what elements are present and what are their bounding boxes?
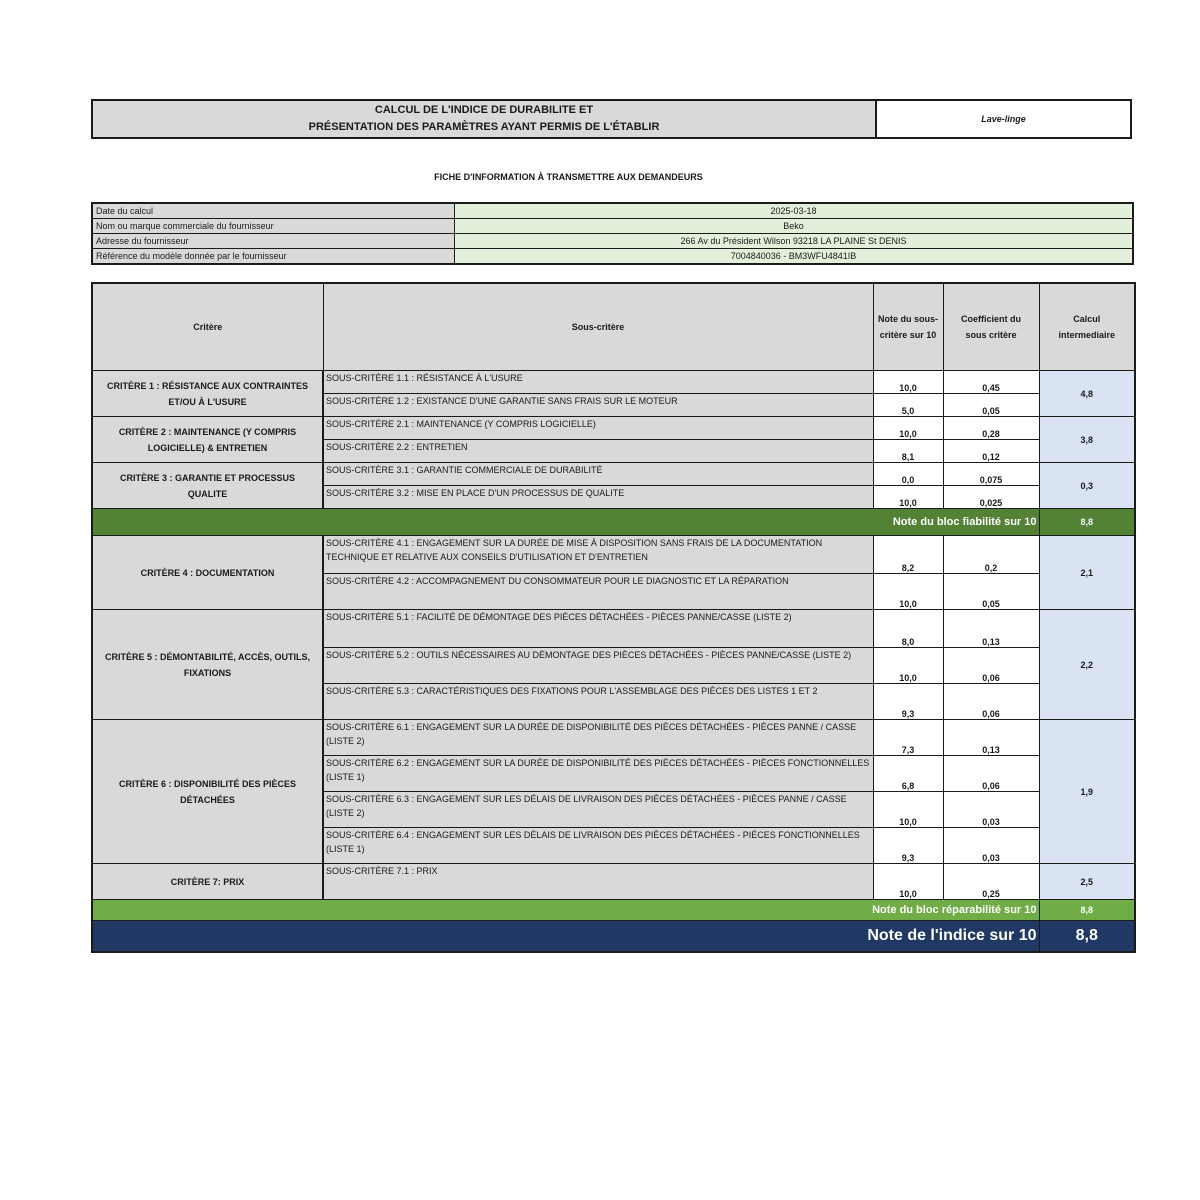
subcriterion-coefficient: 0,45 (943, 371, 1039, 394)
subcriterion-coefficient: 0,06 (943, 756, 1039, 792)
col-header-sous-critere: Sous-critère (323, 283, 873, 371)
subcriterion-note: 10,0 (873, 574, 943, 610)
subcriterion-note: 9,3 (873, 684, 943, 720)
subcriterion-note: 9,3 (873, 828, 943, 864)
indice-row (92, 921, 1135, 953)
subcriterion-coefficient: 0,12 (943, 440, 1039, 463)
subcriterion-coefficient: 0,03 (943, 828, 1039, 864)
subcriterion-label: SOUS-CRITÈRE 6.1 : ENGAGEMENT SUR LA DURÉE DE DISPONIBILITÉ DES PIÈCES DÉTACHÉES - PIÈCES PANNE / CASSE (LISTE 2) (323, 720, 873, 756)
subcriterion-note: 10,0 (873, 486, 943, 509)
subcriterion-note: 7,3 (873, 720, 943, 756)
product-type: Lave-linge (981, 114, 1026, 124)
subcriterion-label: SOUS-CRITÈRE 1.2 : EXISTANCE D'UNE GARANTIE SANS FRAIS SUR LE MOTEUR (323, 394, 873, 417)
document-header (91, 99, 1132, 139)
criterion-label: CRITÈRE 7: PRIX (92, 864, 323, 900)
subcriterion-label: SOUS-CRITÈRE 5.3 : CARACTÉRISTIQUES DES FIXATIONS POUR L'ASSEMBLAGE DES PIÈCES DES LISTES 1 ET 2 (323, 684, 873, 720)
subcriterion-note: 8,2 (873, 536, 943, 574)
document-title (93, 101, 877, 137)
subcriterion-label: SOUS-CRITÈRE 3.1 : GARANTIE COMMERCIALE DE DURABILITÉ (323, 463, 873, 486)
subcriterion-coefficient: 0,2 (943, 536, 1039, 574)
title-line-2: PRÉSENTATION DES PARAMÈTRES AYANT PERMIS DE L'ÉTABLIR (308, 121, 660, 133)
info-row (92, 219, 1133, 234)
subcriterion-coefficient: 0,13 (943, 720, 1039, 756)
table-row (92, 417, 1135, 440)
info-row (92, 249, 1133, 265)
criterion-label: CRITÈRE 6 : DISPONIBILITÉ DES PIÈCES DÉTACHÉES (92, 720, 323, 864)
bloc-reparabilite-label: Note du bloc réparabilité sur 10 (92, 900, 1039, 921)
col-header-note: Note du sous- critère sur 10 (873, 283, 943, 371)
subcriterion-label: SOUS-CRITÈRE 7.1 : PRIX (323, 864, 873, 900)
subcriterion-note: 10,0 (873, 417, 943, 440)
subcriterion-coefficient: 0,13 (943, 610, 1039, 648)
criterion-calc: 2,2 (1039, 610, 1135, 720)
subcriterion-label: SOUS-CRITÈRE 5.2 : OUTILS NÉCESSAIRES AU DÉMONTAGE DES PIÈCES DÉTACHÉES - PIÈCES PANNE/CASSE (LISTE 2) (323, 648, 873, 684)
subcriterion-note: 10,0 (873, 792, 943, 828)
criterion-calc: 0,3 (1039, 463, 1135, 509)
info-label: Adresse du fournisseur (92, 234, 455, 249)
table-row (92, 371, 1135, 394)
table-row (92, 536, 1135, 574)
bloc-reparabilite-row (92, 900, 1135, 921)
subcriterion-label: SOUS-CRITÈRE 3.2 : MISE EN PLACE D'UN PROCESSUS DE QUALITE (323, 486, 873, 509)
subcriterion-label: SOUS-CRITÈRE 4.1 : ENGAGEMENT SUR LA DURÉE DE MISE À DISPOSITION SANS FRAIS DE LA DOCUMENTATION TECHNIQUE ET RELATIVE AUX CONSEILS D'UTILISATION ET D'ENTRETIEN (323, 536, 873, 574)
subcriterion-coefficient: 0,05 (943, 574, 1039, 610)
subcriterion-note: 6,8 (873, 756, 943, 792)
subcriterion-coefficient: 0,03 (943, 792, 1039, 828)
table-row (92, 463, 1135, 486)
info-value: Beko (455, 219, 1134, 234)
table-row (92, 720, 1135, 756)
info-row (92, 234, 1133, 249)
criterion-calc: 4,8 (1039, 371, 1135, 417)
title-line-1: CALCUL DE L'INDICE DE DURABILITE ET (374, 104, 594, 116)
subcriterion-coefficient: 0,075 (943, 463, 1039, 486)
col-header-calcul: Calcul intermediaire (1039, 283, 1135, 371)
info-value: 7004840036 - BM3WFU4841IB (455, 249, 1134, 265)
subcriterion-label: SOUS-CRITÈRE 2.1 : MAINTENANCE (Y COMPRIS LOGICIELLE) (323, 417, 873, 440)
subcriterion-coefficient: 0,06 (943, 684, 1039, 720)
subcriterion-label: SOUS-CRITÈRE 5.1 : FACILITÉ DE DÉMONTAGE DES PIÈCES DÉTACHÉES - PIÈCES PANNE/CASSE (LISTE 2) (323, 610, 873, 648)
subcriterion-note: 0,0 (873, 463, 943, 486)
table-row (92, 864, 1135, 900)
col-header-critere: Critère (92, 283, 323, 371)
criterion-label: CRITÈRE 5 : DÉMONTABILITÉ, ACCÈS, OUTILS, FIXATIONS (92, 610, 323, 720)
bloc-fiabilite-label: Note du bloc fiabilité sur 10 (92, 509, 1039, 536)
subcriterion-note: 8,1 (873, 440, 943, 463)
criterion-calc: 2,5 (1039, 864, 1135, 900)
subheading: FICHE D'INFORMATION À TRANSMETTRE AUX DEMANDEURS (434, 172, 703, 182)
col-header-coefficient: Coefficient du sous critère (943, 283, 1039, 371)
subcriterion-note: 10,0 (873, 371, 943, 394)
subcriterion-note: 10,0 (873, 648, 943, 684)
subcriterion-coefficient: 0,28 (943, 417, 1039, 440)
bloc-fiabilite-value: 8,8 (1039, 509, 1135, 536)
criterion-label: CRITÈRE 1 : RÉSISTANCE AUX CONTRAINTES ET/OU À L'USURE (92, 371, 323, 417)
subcriterion-label: SOUS-CRITÈRE 2.2 : ENTRETIEN (323, 440, 873, 463)
subcriterion-note: 10,0 (873, 864, 943, 900)
info-label: Référence du modèle donnée par le fournisseur (92, 249, 455, 265)
indice-value: 8,8 (1039, 921, 1135, 953)
criterion-calc: 3,8 (1039, 417, 1135, 463)
info-row (92, 203, 1133, 219)
subcriterion-label: SOUS-CRITÈRE 6.2 : ENGAGEMENT SUR LA DURÉE DE DISPONIBILITÉ DES PIÈCES DÉTACHÉES - PIÈCES FONCTIONNELLES (LISTE 1) (323, 756, 873, 792)
criterion-calc: 1,9 (1039, 720, 1135, 864)
bloc-fiabilite-row (92, 509, 1135, 536)
subcriterion-coefficient: 0,025 (943, 486, 1039, 509)
criterion-calc: 2,1 (1039, 536, 1135, 610)
info-label: Nom ou marque commerciale du fournisseur (92, 219, 455, 234)
subcriterion-note: 5,0 (873, 394, 943, 417)
subcriterion-label: SOUS-CRITÈRE 6.3 : ENGAGEMENT SUR LES DÉLAIS DE LIVRAISON DES PIÈCES DÉTACHÉES - PIÈCES PANNE / CASSE (LISTE 2) (323, 792, 873, 828)
subcriterion-label: SOUS-CRITÈRE 4.2 : ACCOMPAGNEMENT DU CONSOMMATEUR POUR LE DIAGNOSTIC ET LA RÉPARATION (323, 574, 873, 610)
table-row (92, 610, 1135, 648)
criterion-label: CRITÈRE 2 : MAINTENANCE (Y COMPRIS LOGICIELLE) & ENTRETIEN (92, 417, 323, 463)
subcriterion-note: 8,0 (873, 610, 943, 648)
info-value: 2025-03-18 (455, 203, 1134, 219)
subcriterion-label: SOUS-CRITÈRE 1.1 : RÉSISTANCE À L'USURE (323, 371, 873, 394)
bloc-reparabilite-value: 8,8 (1039, 900, 1135, 921)
subcriterion-coefficient: 0,06 (943, 648, 1039, 684)
criterion-label: CRITÈRE 4 : DOCUMENTATION (92, 536, 323, 610)
criterion-label: CRITÈRE 3 : GARANTIE ET PROCESSUS QUALITE (92, 463, 323, 509)
subcriterion-label: SOUS-CRITÈRE 6.4 : ENGAGEMENT SUR LES DÉLAIS DE LIVRAISON DES PIÈCES DÉTACHÉES - PIÈCES FONCTIONNELLES (LISTE 1) (323, 828, 873, 864)
criteria-table (91, 282, 1136, 953)
info-label: Date du calcul (92, 203, 455, 219)
subcriterion-coefficient: 0,25 (943, 864, 1039, 900)
table-header-row (92, 283, 1135, 371)
info-table (91, 202, 1134, 265)
info-value: 266 Av du Président Wilson 93218 LA PLAINE St DENIS (455, 234, 1134, 249)
subcriterion-coefficient: 0,05 (943, 394, 1039, 417)
indice-label: Note de l'indice sur 10 (92, 921, 1039, 953)
